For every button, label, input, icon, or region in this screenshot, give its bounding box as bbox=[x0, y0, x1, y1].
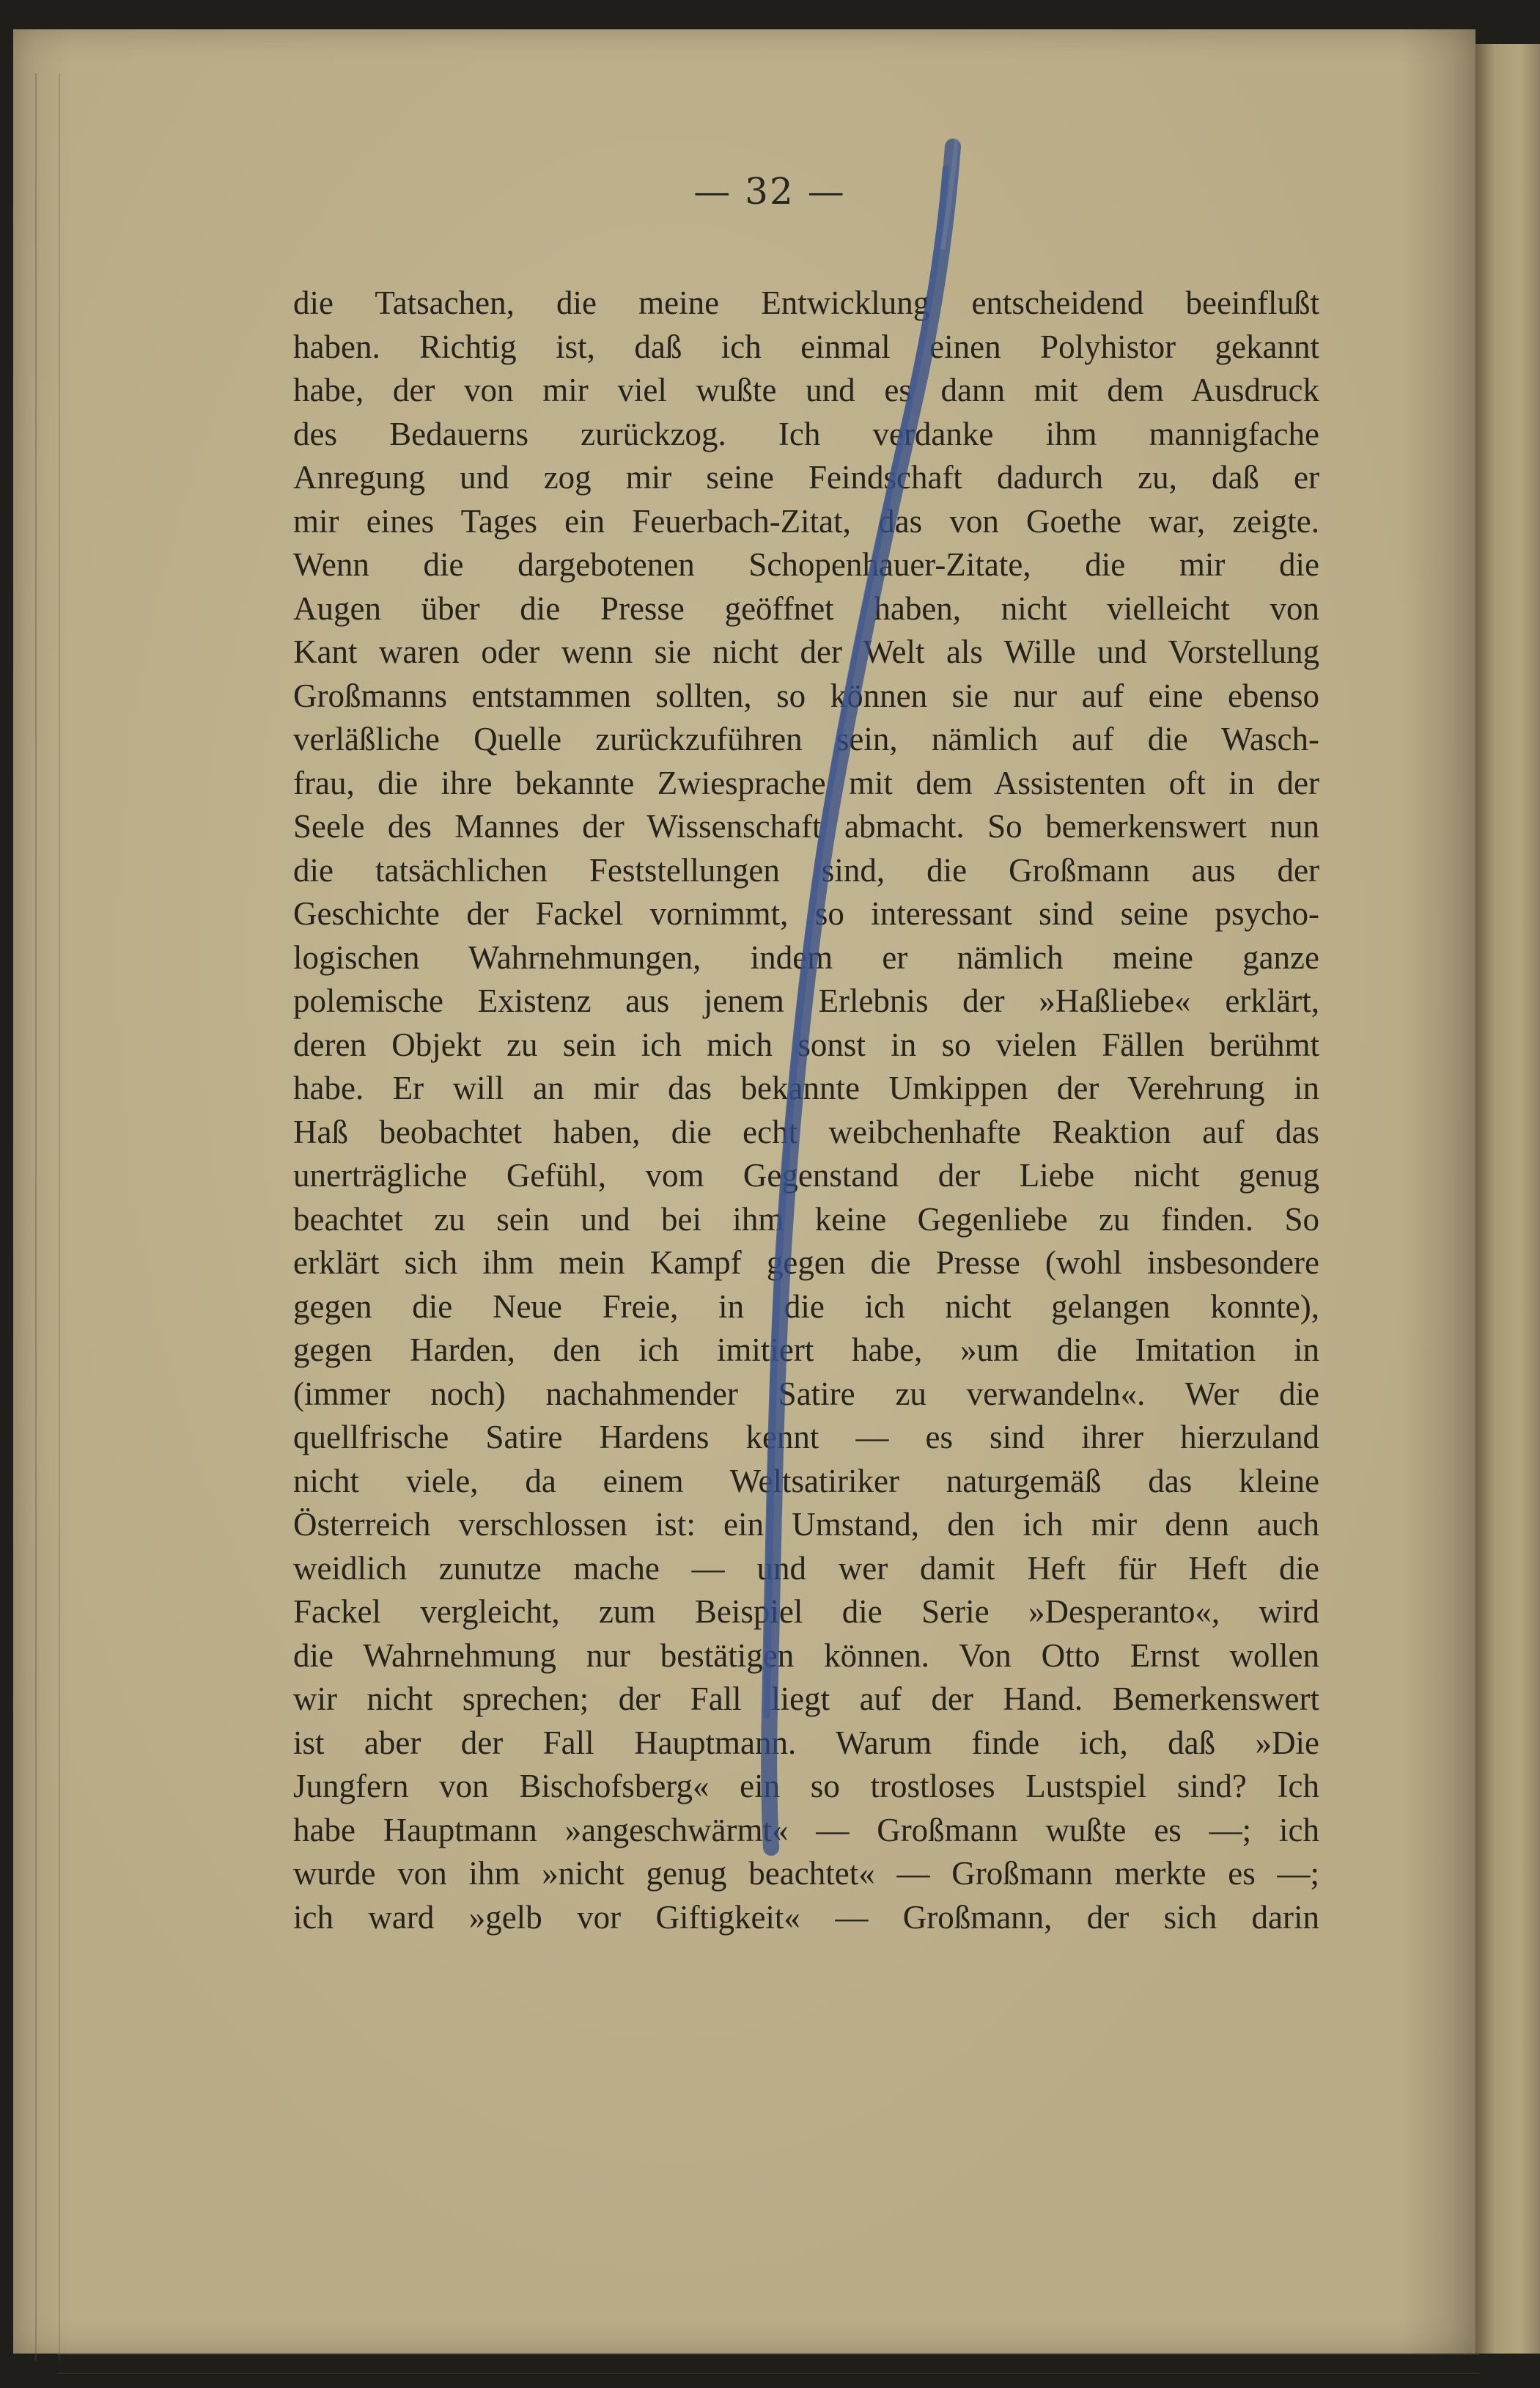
text-line: habe Hauptmann »angeschwärmt« — Großmann wußte es —; ich bbox=[293, 1811, 1319, 1848]
text-line: verläßliche Quelle zurückzuführen sein, nämlich auf die Wasch- bbox=[293, 721, 1319, 757]
text-line: Anregung und zog mir seine Feindschaft dadurch zu, daß er bbox=[293, 459, 1319, 496]
text-line: Geschichte der Fackel vornimmt, so interessant sind seine psycho- bbox=[293, 895, 1319, 932]
text-line: Österreich verschlossen ist: ein Umstand, den ich mir denn auch bbox=[293, 1506, 1319, 1543]
text-line: quellfrische Satire Hardens kennt — es sind ihrer hierzuland bbox=[293, 1419, 1319, 1455]
text-line: Fackel vergleicht, zum Beispiel die Serie »Desperanto«, wird bbox=[293, 1593, 1319, 1630]
page-edge bbox=[1475, 44, 1540, 2354]
text-line: mir eines Tages ein Feuerbach-Zitat, das von Goethe war, zeigte. bbox=[293, 502, 1319, 540]
text-line: die Wahrnehmung nur bestätigen können. Von Otto Ernst wollen bbox=[293, 1636, 1319, 1674]
text-line: Augen über die Presse geöffnet haben, nicht vielleicht von bbox=[293, 589, 1319, 627]
text-line: frau, die ihre bekannte Zwiesprache mit dem Assistenten oft in der bbox=[293, 764, 1319, 801]
text-line: unerträgliche Gefühl, vom Gegenstand der Liebe nicht genug bbox=[293, 1157, 1319, 1194]
text-line: deren Objekt zu sein ich mich sonst in so vielen Fällen berühmt bbox=[293, 1026, 1319, 1063]
text-line: ist aber der Fall Hauptmann. Warum finde ich, daß »Die bbox=[293, 1724, 1319, 1761]
text-line: (immer noch) nachahmender Satire zu verwandeln«. Wer die bbox=[293, 1375, 1319, 1412]
text-line: erklärt sich ihm mein Kampf gegen die Presse (wohl insbesondere bbox=[293, 1244, 1319, 1281]
text-line: Wenn die dargebotenen Schopenhauer-Zitate, die mir die bbox=[293, 546, 1319, 583]
text-line: Haß beobachtet haben, die echt weibchenhafte Reaktion auf das bbox=[293, 1113, 1319, 1150]
body-text bbox=[293, 282, 1319, 1939]
text-line: beachtet zu sein und bei ihm keine Gegenliebe zu finden. So bbox=[293, 1200, 1319, 1238]
text-line: gegen Harden, den ich imitiert habe, »um die Imitation in bbox=[293, 1331, 1319, 1368]
text-line: weidlich zunutze mache — und wer damit Heft für Heft die bbox=[293, 1549, 1319, 1587]
text-line: polemische Existenz aus jenem Erlebnis der »Haßliebe« erklärt, bbox=[293, 982, 1319, 1019]
text-line: ich ward »gelb vor Giftigkeit« — Großmann, der sich darin bbox=[293, 1898, 1319, 1936]
text-line: Seele des Mannes der Wissenschaft abmacht. So bemerkenswert nun bbox=[293, 808, 1319, 845]
text-line: habe. Er will an mir das bekannte Umkippen der Verehrung in bbox=[293, 1070, 1319, 1106]
text-line: die tatsächlichen Feststellungen sind, die Großmann aus der bbox=[293, 851, 1319, 889]
text-line: die Tatsachen, die meine Entwicklung entscheidend beeinflußt bbox=[293, 284, 1319, 321]
text-line: nicht viele, da einem Weltsatiriker naturgemäß das kleine bbox=[293, 1462, 1319, 1499]
text-line: Kant waren oder wenn sie nicht der Welt als Wille und Vorstellung bbox=[293, 633, 1319, 670]
page-number: — 32 — bbox=[693, 170, 846, 213]
text-line: wir nicht sprechen; der Fall liegt auf der Hand. Bemerkenswert bbox=[293, 1680, 1319, 1717]
page-bottom-lines bbox=[57, 2354, 1479, 2374]
text-line: wurde von ihm »nicht genug beachtet« — Großmann merkte es —; bbox=[293, 1855, 1319, 1892]
text-line: logischen Wahrnehmungen, indem er nämlich meine ganze bbox=[293, 938, 1319, 976]
text-line: habe, der von mir viel wußte und es dann mit dem Ausdruck bbox=[293, 372, 1319, 408]
text-line: des Bedauerns zurückzog. Ich verdanke ihm mannigfache bbox=[293, 415, 1319, 452]
text-line: gegen die Neue Freie, in die ich nicht gelangen konnte), bbox=[293, 1287, 1319, 1325]
page-edge-lines bbox=[35, 73, 60, 2361]
text-line: haben. Richtig ist, daß ich einmal einen Polyhistor gekannt bbox=[293, 328, 1319, 365]
text-line: Großmanns entstammen sollten, so können sie nur auf eine ebenso bbox=[293, 677, 1319, 714]
text-line: Jungfern von Bischofsberg« ein so trostloses Lustspiel sind? Ich bbox=[293, 1768, 1319, 1804]
